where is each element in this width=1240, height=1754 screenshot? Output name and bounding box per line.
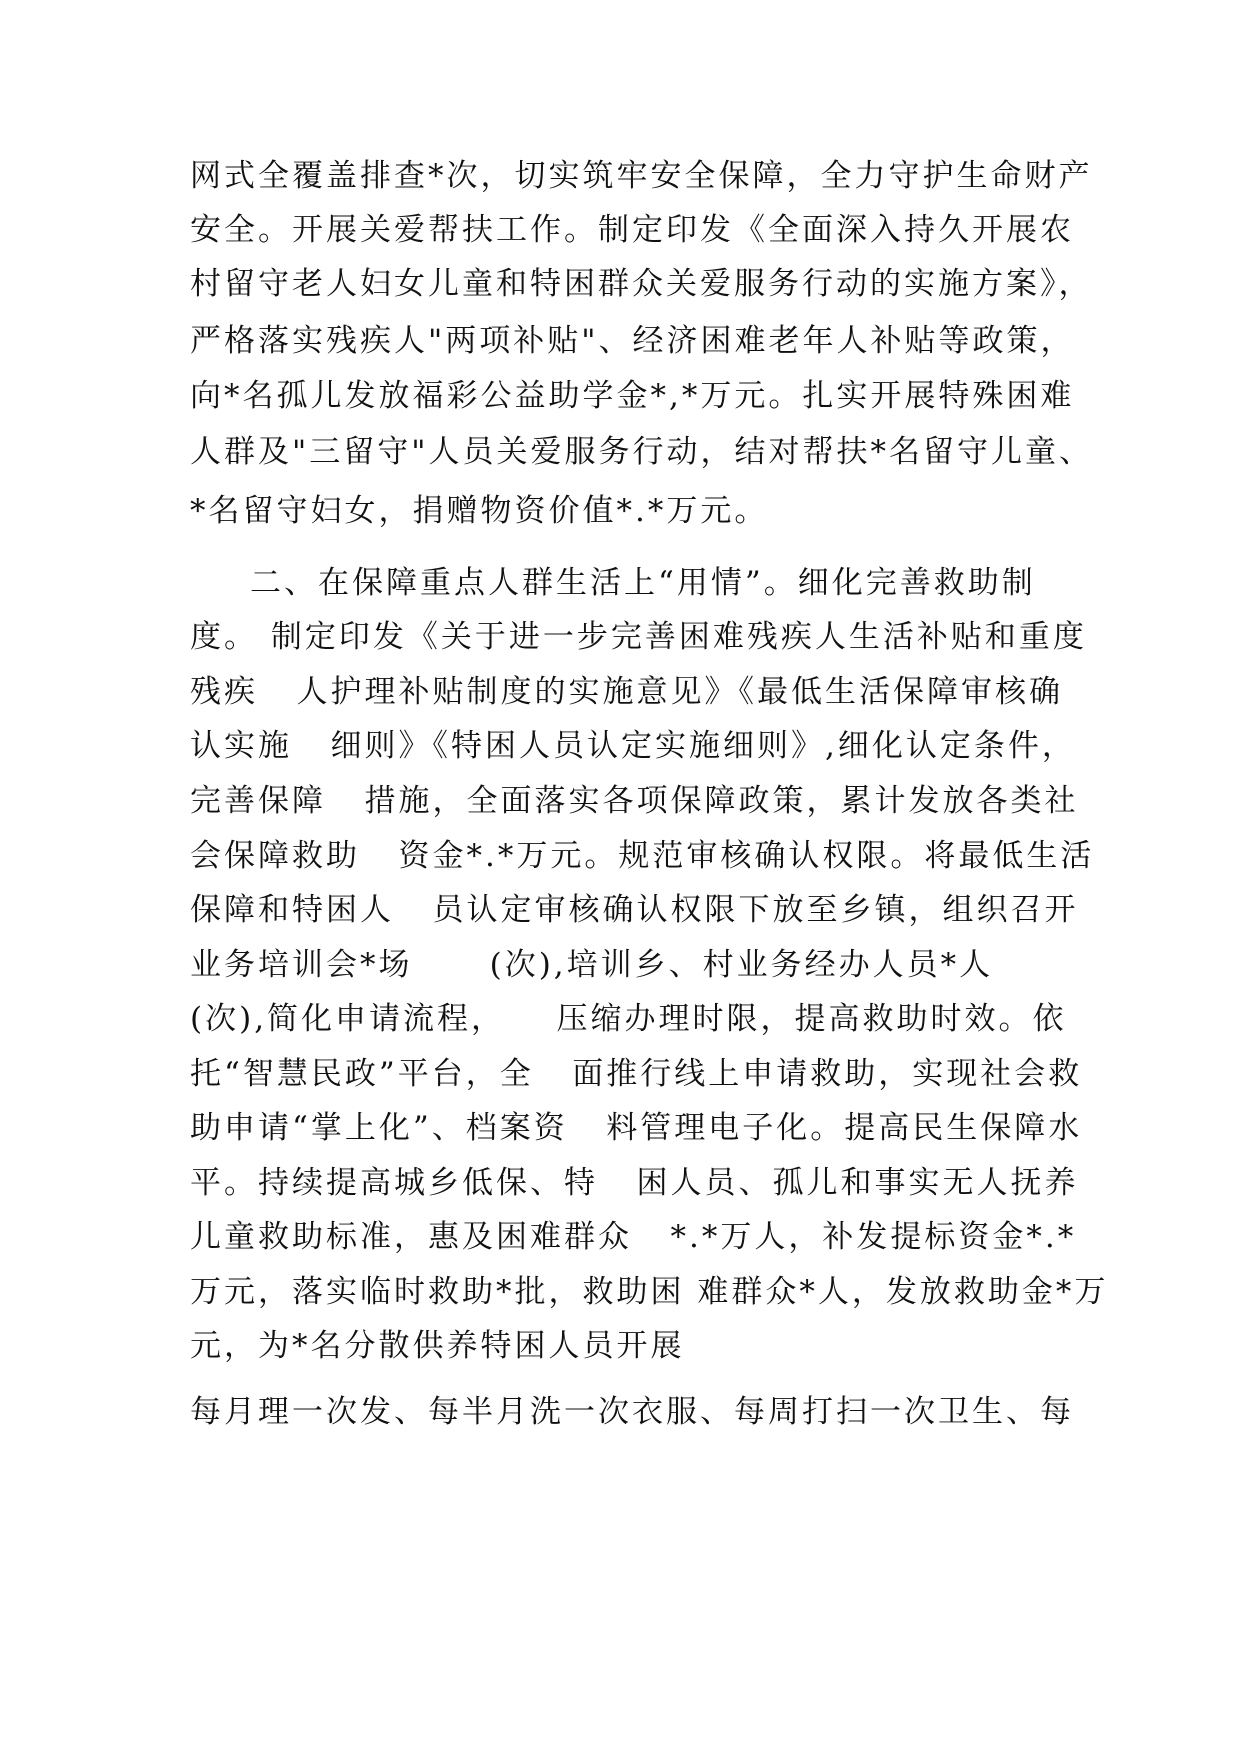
text-line: 万元，落实临时救助*批，救助困 难群众*人，发放救助金*万 (190, 1274, 1109, 1310)
text-line: 托“智慧民政”平台，全 面推行线上申请救助，实现社会救 (190, 1056, 1083, 1092)
text-line: 每月理一次发、每半月洗一次衣服、每周打扫一次卫生、每 (190, 1394, 1074, 1430)
section-heading: 二、在保障重点人群生活上“用情”。细化完善救助制 (250, 565, 1036, 601)
text-line: 安全。开展关爱帮扶工作。制定印发《全面深入持久开展农 (190, 212, 1074, 248)
text-line: 保障和特困人 员认定审核确认权限下放至乡镇，组织召开 (190, 892, 1079, 928)
text-line: 度。 制定印发《关于进一步完善困难残疾人生活补贴和重度 (190, 619, 1087, 655)
text-line: 残疾 人护理补贴制度的实施意见》《最低生活保障审核确 (190, 674, 1064, 710)
text-line: *名留守妇女，捐赠物资价值*.*万元。 (190, 493, 769, 529)
text-line: 人群及"三留守"人员关爱服务行动，结对帮扶*名留守儿童、 (190, 434, 1094, 470)
text-line: 严格落实残疾人"两项补贴"、经济困难老年人补贴等政策， (190, 323, 1075, 359)
text-line: 儿童救助标准，惠及困难群众 *.*万人，补发提标资金*.* (190, 1219, 1077, 1255)
text-line: 会保障救助 资金*.*万元。规范审核确认权限。将最低生活 (190, 838, 1095, 874)
text-line: 网式全覆盖排查*次，切实筑牢安全保障，全力守护生命财产 (190, 158, 1093, 194)
text-line: 向*名孤儿发放福彩公益助学金*,*万元。扎实开展特殊困难 (190, 378, 1075, 414)
text-line: 完善保障 措施，全面落实各项保障政策，累计发放各类社 (190, 783, 1079, 819)
text-line: 认实施 细则》《特困人员认定实施细则》,细化认定条件， (190, 728, 1076, 764)
text-line: 村留守老人妇女儿童和特困群众关爱服务行动的实施方案》， (190, 266, 1093, 302)
text-line: 助申请“掌上化”、档案资 料管理电子化。提高民生保障水 (190, 1110, 1083, 1146)
text-line: 元，为*名分散供养特困人员开展 (190, 1328, 685, 1364)
text-line: 业务培训会*场 (次),培训乡、村业务经办人员*人 (190, 947, 994, 983)
text-line: (次),简化申请流程， 压缩办理时限，提高救助时效。依 (190, 1001, 1067, 1037)
text-line: 平。持续提高城乡低保、特 困人员、孤儿和事实无人抚养 (190, 1165, 1079, 1201)
